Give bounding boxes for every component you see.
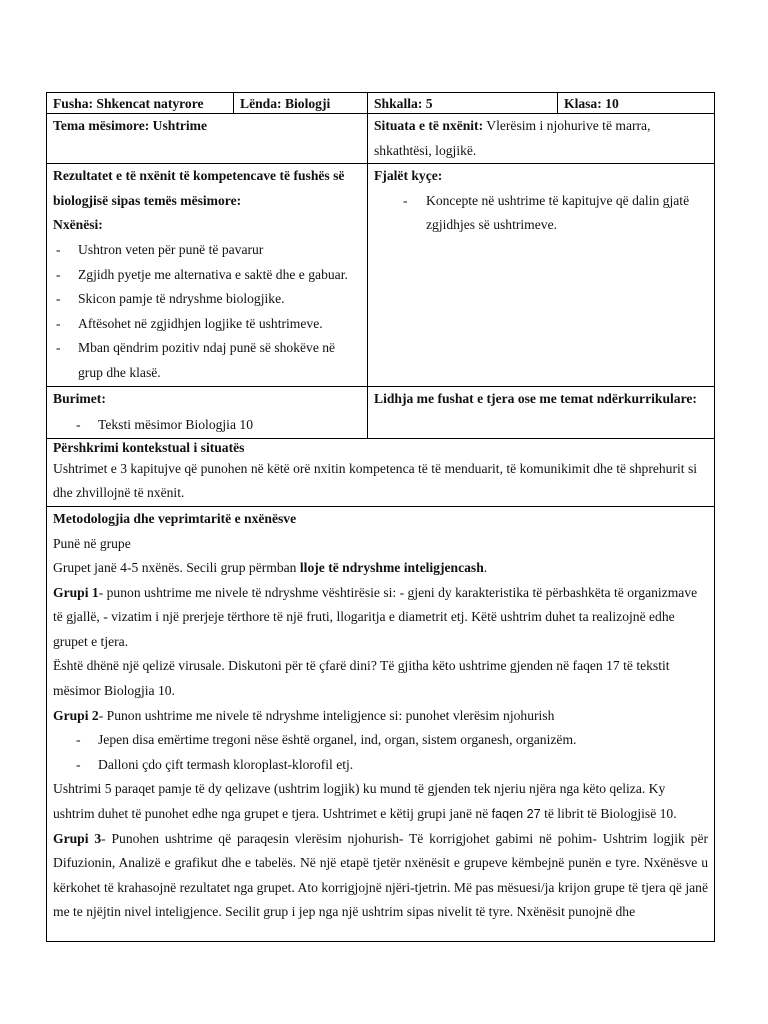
grupi3-paragraph: Grupi 3- Punohen ushtrime që paraqesin vlerësim njohurish- Të korrigjohet gabimi në pohim- Ushtrim logjik për Difuzionin, Analizë e grafikut dhe e tabelës. Në një etapë tjetër nxënësit e grupeve këmbejnë punën e tyre. Nxënësve u kërkohet të krahasojnë rezultatet nga grupet. Ato korrigjojnë njëri-tjetrin. Më pas mësuesi/ja krijon grupe të tjera që janë me te njëjtin nivel inteligjence. Secilit grup i jep nga një ushtrim sipas nivelit të tyre. Nxënësit punojnë dhe bbox=[53, 830, 708, 920]
fjalet-list bbox=[374, 189, 708, 238]
lidhja-cell bbox=[368, 386, 715, 438]
fjalet-cell bbox=[368, 164, 715, 386]
shkalla-label: Shkalla: 5 bbox=[374, 96, 433, 111]
lenda-cell bbox=[234, 93, 368, 114]
list-item: - Dalloni çdo çift termash kloroplast-klorofil etj. bbox=[53, 753, 708, 778]
rezultatet-list bbox=[53, 238, 361, 386]
grupi2-paragraph: Grupi 2- Punon ushtrime me nivele të ndryshme inteligjence si: punohet vlerësim njohurish bbox=[53, 707, 555, 723]
lesson-plan-table bbox=[46, 92, 715, 942]
metodologjia-line2: Grupet janë 4-5 nxënës. Secili grup përmban lloje të ndryshme inteligjencash. bbox=[53, 560, 488, 576]
nxenesi-label: Nxënësi: bbox=[53, 217, 103, 233]
shkalla-cell bbox=[368, 93, 558, 114]
burimet-row bbox=[47, 386, 715, 438]
rezultatet-title: Rezultatet e të nxënit të kompetencave të fushës së biologjisë sipas temës mësimore: bbox=[53, 168, 345, 208]
list-item: - Mban qëndrim pozitiv ndaj punë së shokëve në grup dhe klasë. bbox=[53, 336, 361, 385]
burimet-title: Burimet: bbox=[53, 390, 106, 406]
pershkrimi-row bbox=[47, 438, 715, 506]
rezultatet-row bbox=[47, 164, 715, 386]
tema-label: Tema mësimore: Ushtrime bbox=[53, 118, 208, 133]
list-item: - Zgjidh pyetje me alternativa e saktë dhe e gabuar. bbox=[53, 263, 361, 288]
grupi3-block bbox=[53, 827, 708, 941]
fusha-cell bbox=[47, 93, 234, 114]
metodologjia-row bbox=[47, 506, 715, 941]
list-item: - Aftësohet në zgjidhjen logjike të ushtrimeve. bbox=[53, 312, 361, 337]
pershkrimi-cell bbox=[47, 438, 715, 506]
grupi2-list bbox=[53, 728, 708, 777]
fusha-label: Fusha: Shkencat natyrore bbox=[53, 96, 204, 111]
header-row bbox=[47, 93, 715, 114]
pershkrimi-title: Përshkrimi kontekstual i situatës bbox=[53, 439, 245, 455]
grupi1-extra: Është dhënë një qelizë virusale. Diskutoni për të çfarë dini? Të gjitha këto ushtrime gjenden në faqen 17 të tekstit mësimor Biologjia 10. bbox=[53, 658, 670, 699]
situata-cell bbox=[368, 114, 715, 164]
tema-cell bbox=[47, 114, 368, 164]
list-item: - Ushtron veten për punë të pavarur bbox=[53, 238, 361, 263]
burimet-cell bbox=[47, 386, 368, 438]
grupi3-label: Grupi 3 bbox=[53, 830, 102, 846]
grupi2-label: Grupi 2 bbox=[53, 707, 99, 723]
list-item: - Jepen disa emërtime tregoni nëse është organel, ind, organ, sistem organesh, organizëm. bbox=[53, 728, 708, 753]
lidhja-title: Lidhja me fushat e tjera ose me temat ndërkurrikulare: bbox=[374, 390, 697, 406]
burimet-list bbox=[53, 411, 361, 438]
metodologjia-title: Metodologjia dhe veprimtaritë e nxënësve bbox=[53, 510, 297, 526]
pershkrimi-text: Ushtrimet e 3 kapitujve që punohen në këtë orë nxitin kompetenca të të menduarit, të komunikimit dhe të shprehurit si dhe zhvillojnë të nxënit. bbox=[53, 460, 698, 501]
situata-label: Situata e të nxënit: bbox=[374, 118, 484, 133]
grupi1-paragraph: Grupi 1- punon ushtrime me nivele të ndryshme vështirësie si: - gjeni dy karakteristika të përbashkëta të organizmave të gjallë, - vizatim i një prerjeje tërthore të një fruti, llogaritja e diametrit etj. Këtë ushtrim duhet ta realizojnë edhe grupet e tjera. bbox=[53, 584, 698, 649]
grupi1-label: Grupi 1 bbox=[53, 584, 99, 600]
list-item: - Koncepte në ushtrime të kapitujve që dalin gjatë zgjidhjes së ushtrimeve. bbox=[374, 189, 708, 238]
rezultatet-cell bbox=[47, 164, 368, 386]
klasa-cell bbox=[558, 93, 715, 114]
metodologjia-line1: Punë në grupe bbox=[53, 535, 131, 551]
situata-text: Vlerësim i njohurive të marra, shkathtësi, logjikë. bbox=[374, 118, 651, 158]
lenda-label: Lënda: Biologji bbox=[240, 96, 331, 111]
grupi2-extra: Ushtrimi 5 paraqet pamje të dy qelizave (ushtrim logjik) ku mund të gjenden tek njeriu njëra nga këto qeliza. Ky ushtrim duhet të punohet edhe nga grupet e tjera. Ushtrimet e këtij grupi janë në faqen 27 të librit të Biologjisë 10. bbox=[53, 781, 677, 822]
tema-row bbox=[47, 114, 715, 164]
fjalet-title: Fjalët kyçe: bbox=[374, 168, 443, 184]
metodologjia-cell bbox=[47, 506, 715, 941]
klasa-label: Klasa: 10 bbox=[564, 96, 619, 111]
list-item: - Teksti mësimor Biologjia 10 bbox=[53, 413, 361, 438]
list-item: - Skicon pamje të ndryshme biologjike. bbox=[53, 287, 361, 312]
